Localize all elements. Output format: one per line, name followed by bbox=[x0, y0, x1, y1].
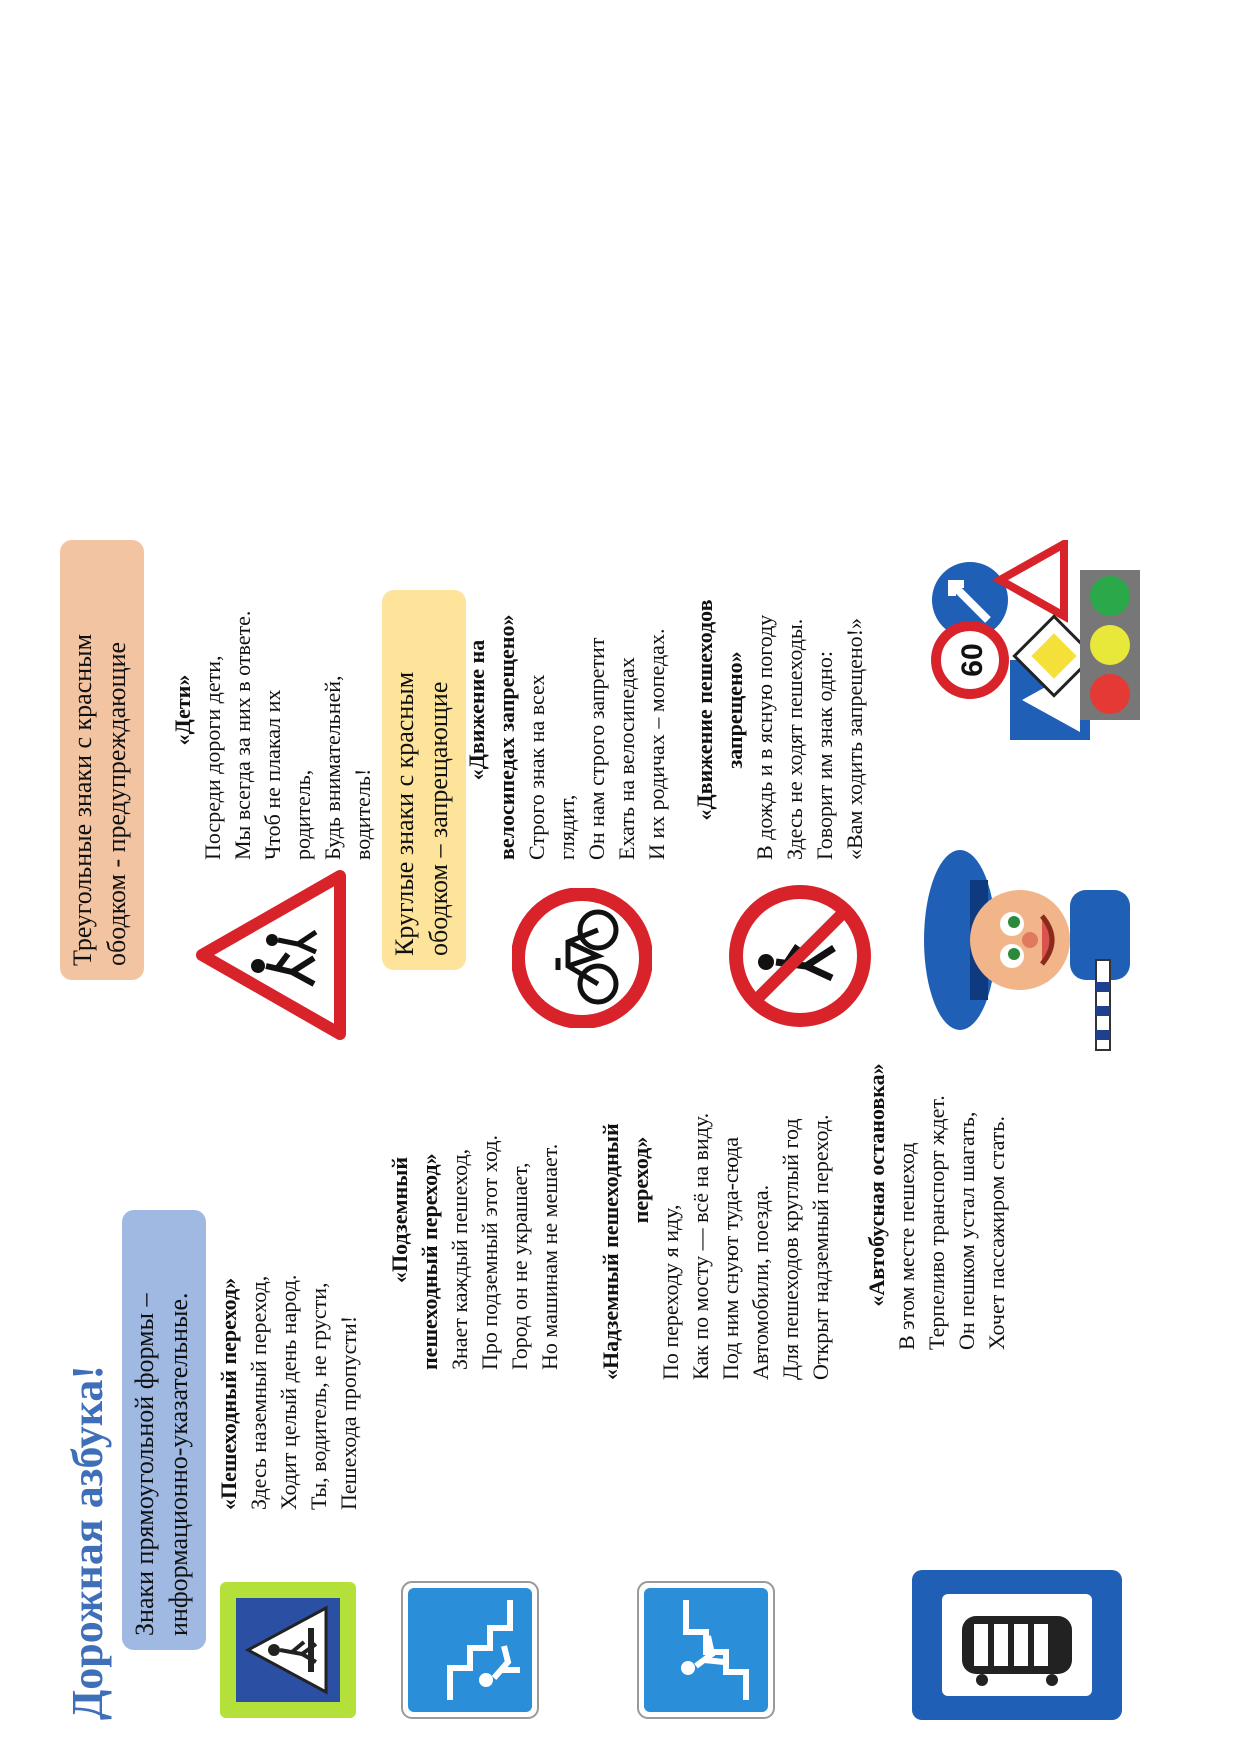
poem-line: И их родичах – мопедах. bbox=[644, 628, 669, 860]
poem-line: Чтоб не плакал их bbox=[260, 689, 285, 860]
poem-heading: пешеходный переход» bbox=[417, 1153, 442, 1370]
poem-line: Мы всегда за них в ответе. bbox=[230, 610, 255, 860]
poem-line: Город он не украшает, bbox=[507, 1162, 532, 1370]
poem-line: водитель! bbox=[350, 768, 375, 860]
poem-bus-stop bbox=[862, 1020, 1012, 1350]
poem-line: Про подземный этот ход. bbox=[477, 1134, 502, 1370]
poem-line: Но машинам не мешает. bbox=[537, 1143, 562, 1370]
poem-line: Здесь наземный переход, bbox=[246, 1275, 271, 1510]
traffic-officer-cartoon-icon bbox=[920, 830, 1140, 1060]
leaflet-page bbox=[0, 599, 1240, 1740]
poem-line: глядит, bbox=[554, 794, 579, 860]
round-signs-header: Круглые знаки с красным ободком – запрещающие bbox=[382, 590, 466, 970]
poem-bicycles bbox=[462, 560, 672, 860]
poem-line: Говорит им знак одно: bbox=[812, 651, 837, 860]
poem-crossing bbox=[214, 1160, 364, 1510]
poem-heading: переход» bbox=[628, 1136, 653, 1224]
no-bicycles-sign-icon bbox=[512, 888, 652, 1028]
poem-line: Ты, водитель, не грусти, bbox=[306, 1282, 331, 1510]
poem-children bbox=[168, 560, 378, 860]
page-title: Дорожная азбука! bbox=[63, 1364, 112, 1720]
traffic-signs-collage-icon bbox=[930, 540, 1160, 780]
poem-line: Он нам строго запретит bbox=[584, 637, 609, 860]
poem-line: Посреди дороги дети, bbox=[200, 655, 225, 860]
rect-signs-header: Знаки прямоугольной формы – информационно-указательные. bbox=[122, 1210, 206, 1650]
triangle-signs-header: Треугольные знаки с красным ободком - предупреждающие bbox=[60, 540, 144, 980]
poem-line: Как по мосту — всё на виду. bbox=[688, 1112, 713, 1380]
poem-line: По переходу я иду, bbox=[658, 1204, 683, 1380]
poem-line: Открыт надземный переход. bbox=[808, 1114, 833, 1380]
poem-line: Строго знак на всех bbox=[524, 674, 549, 860]
poem-heading: «Пешеходный переход» bbox=[216, 1277, 241, 1510]
poem-heading: «Дети» bbox=[170, 674, 195, 746]
poem-no-pedestrians bbox=[690, 560, 870, 860]
poem-line: Терпеливо транспорт ждет. bbox=[924, 1095, 949, 1350]
poem-heading: «Подземный bbox=[387, 1157, 412, 1283]
poem-line: Ехать на велосипедах bbox=[614, 657, 639, 860]
poem-line: «Вам ходить запрещено!» bbox=[842, 617, 867, 860]
poem-heading: «Движение на bbox=[464, 639, 489, 781]
poem-heading: запрещено» bbox=[722, 651, 747, 769]
poem-underground bbox=[385, 1070, 565, 1370]
poem-heading: «Надземный пешеходный bbox=[598, 1123, 623, 1380]
poem-line: Будь внимательней, bbox=[320, 675, 345, 860]
no-pedestrians-sign-icon bbox=[728, 883, 873, 1028]
speed-limit-label: 60 bbox=[956, 643, 989, 677]
poem-line: Он пешком устал шагать, bbox=[954, 1111, 979, 1350]
poem-overground bbox=[596, 980, 836, 1380]
poem-line: Под ним снуют туда-сюда bbox=[718, 1137, 743, 1380]
poem-line: Пешехода пропусти! bbox=[336, 1315, 361, 1510]
poem-heading: «Движение пешеходов bbox=[692, 599, 717, 821]
underground-crossing-sign-icon bbox=[400, 1580, 540, 1720]
bus-stop-sign-icon bbox=[912, 1570, 1122, 1720]
poem-line: Здесь не ходят пешеходы. bbox=[782, 618, 807, 860]
children-warning-sign-icon bbox=[196, 870, 346, 1040]
pedestrian-crossing-sign-icon bbox=[218, 1580, 358, 1720]
poem-heading: велосипедах запрещено» bbox=[494, 614, 519, 860]
poem-line: Хочет пассажиром стать. bbox=[984, 1116, 1009, 1350]
poem-line: В этом месте пешеход bbox=[894, 1142, 919, 1350]
overground-crossing-sign-icon bbox=[636, 1580, 776, 1720]
poem-line: Для пешеходов круглый год bbox=[778, 1118, 803, 1380]
poem-line: родитель, bbox=[290, 769, 315, 860]
poem-line: Автомобили, поезда. bbox=[748, 1184, 773, 1380]
poem-heading: «Автобусная остановка» bbox=[864, 1063, 889, 1307]
poem-line: Знает каждый пешеход, bbox=[447, 1148, 472, 1370]
poem-line: В дождь и в ясную погоду bbox=[752, 614, 777, 860]
poem-line: Ходит целый день народ. bbox=[276, 1274, 301, 1510]
